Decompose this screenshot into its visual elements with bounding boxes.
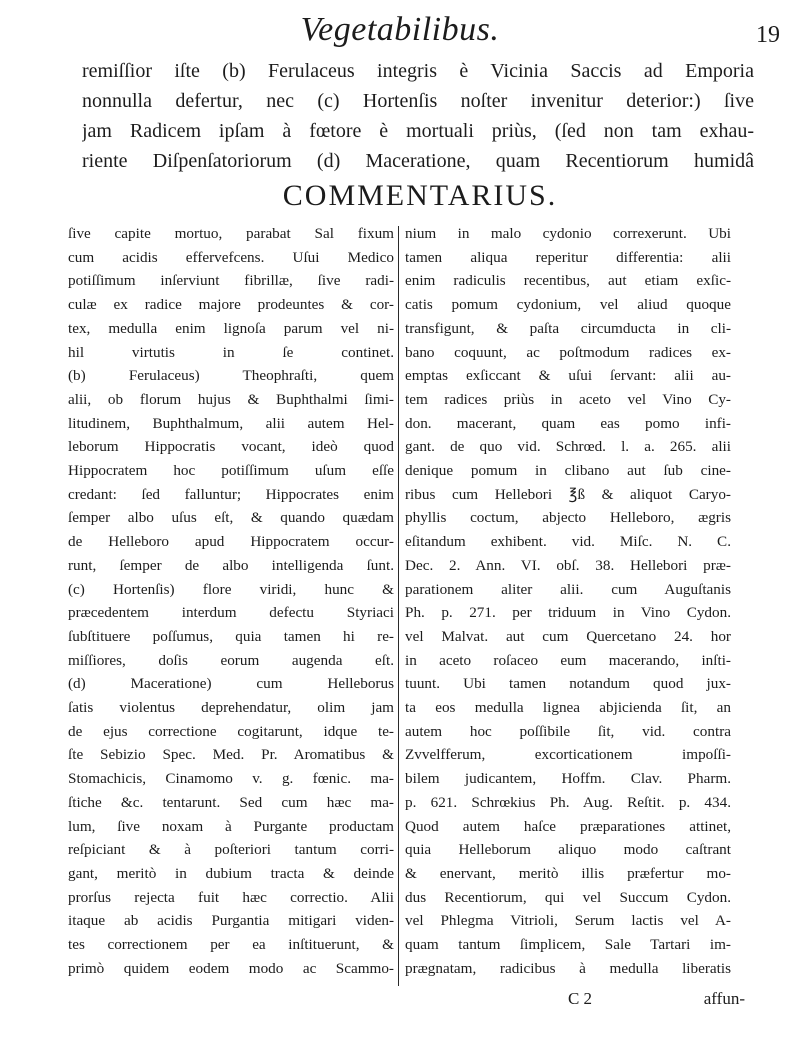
right-column-line: enim radiculis recentibus, aut etiam exſic-: [405, 272, 731, 290]
left-column-line: præcedentem interdum defectu Styriaci: [68, 604, 394, 622]
left-column-line: Stomachicis, Cinamomo v. g. fœnic. ma-: [68, 770, 394, 788]
left-column-line: ſtiche &c. tentarunt. Sed cum hæc ma-: [68, 793, 394, 811]
left-column-line: ſte Sebizio Spec. Med. Pr. Aromatibus &: [68, 746, 394, 764]
left-column-line: culæ ex radice majore prodeuntes & cor-: [68, 296, 394, 314]
right-column-line: vel Phlegma Vitrioli, Serum lactis vel A-: [405, 912, 731, 930]
right-column-line: Ph. p. 271. per triduum in Vino Cydon.: [405, 604, 731, 622]
left-column-line: credant: ſed falluntur; Hippocrates enim: [68, 485, 394, 503]
left-column-line: de Helleboro apud Hippocratem occur-: [68, 533, 394, 551]
left-column-line: alii, ob florum hujus & Buphthalmi ſimi-: [68, 390, 394, 408]
left-column-line: (d) Maceratione) cum Helleborus: [68, 675, 394, 693]
left-column-line: ſatis violentus deprehendatur, olim jam: [68, 699, 394, 717]
left-column-line: litudinem, Buphthalmum, alii autem Hel-: [68, 414, 394, 432]
right-column-line: Dec. 2. Ann. VI. obſ. 38. Hellebori præ-: [405, 556, 731, 574]
right-column-line: vel Malvat. aut cum Quercetano 24. hor: [405, 627, 731, 645]
left-column-line: ſubſtituere poſſumus, quia tamen hi re-: [68, 627, 394, 645]
right-column-line: bilem judicantem, Hoffm. Clav. Pharm.: [405, 770, 731, 788]
intro-line: nonnulla defertur, nec (c) Hortenſis noſter invenitur deterior:) ſive: [82, 90, 754, 112]
left-column-line: ſive capite mortuo, parabat Sal fixum: [68, 225, 394, 242]
intro-line: riente Diſpenſatoriorum (d) Maceratione, quam Recentiorum humidâ: [82, 150, 754, 172]
left-column: [68, 222, 394, 981]
right-column-line: & enervant, meritò illis præfertur mo-: [405, 864, 731, 882]
left-column-line: primò quidem eodem modo ac Scammo-: [68, 959, 394, 977]
right-column-line: tem radices priùs in aceto vel Vino Cy-: [405, 390, 731, 408]
right-column-line: phyllis coctum, abjecto Helleboro, ægris: [405, 509, 731, 527]
intro-paragraph: [82, 56, 754, 176]
right-column-line: eſitandum exhibent. vid. Miſc. N. C.: [405, 533, 731, 551]
catchword: affun-: [703, 989, 745, 1008]
left-column-line: de ejus correctione cogitarunt, idque te-: [68, 722, 394, 740]
right-column-line: Zvvelfferum, excorticationem impoſſi-: [405, 746, 731, 764]
left-column-line: gant, meritò in dubium tracta & deinde: [68, 864, 394, 882]
left-column-line: ſemper albo uſus eſt, & quando quædam: [68, 509, 394, 527]
left-column-line: leborum Hippocratis vocant, ideò quod: [68, 438, 394, 456]
left-column-line: potiſſimum inſerviunt fibrillæ, ſive radi-: [68, 272, 394, 290]
right-column-line: emptas exſiccant & uſui ſervant: alii au-: [405, 367, 731, 385]
right-column-line: prægnatam, radicibus à medulla liberatis: [405, 959, 731, 977]
left-column-line: prorſus rejecta fuit hæc correctio. Alii: [68, 888, 394, 906]
right-column-line: Quod autem haſce præparationes attinet,: [405, 817, 731, 835]
column-divider: [398, 226, 399, 986]
right-column-line: parationem aliter alii. cum Auguſtanis: [405, 580, 731, 598]
right-column-line: gant. de quo vid. Schrœd. l. a. 265. alii: [405, 438, 731, 456]
right-column-line: dus Recentiorum, qui vel Succum Cydon.: [405, 888, 731, 906]
left-column-line: runt, ſemper de albo intelligenda ſunt.: [68, 556, 394, 574]
right-column-line: quia Helleborum aliquo modo caſtrant: [405, 841, 731, 859]
page-number: 19: [756, 22, 780, 48]
right-column-line: don. macerant, quam eas pomo infi-: [405, 414, 731, 432]
running-title: Vegetabilibus.: [300, 11, 500, 48]
right-column-line: in aceto roſaceo eum macerando, inſti-: [405, 651, 731, 669]
right-column-line: tamen aliqua reperitur differentia: alii: [405, 248, 731, 266]
right-column-line: autem hoc poſſibile ſit, vid. contra: [405, 722, 731, 740]
right-column-line: catis pomum cydonium, vel aliud quoque: [405, 296, 731, 314]
section-heading: COMMENTARIUS.: [282, 179, 558, 212]
right-column-line: transfigunt, & paſta circumducta in cli-: [405, 319, 731, 337]
right-column-line: tuunt. Ubi tamen notandum quod jux-: [405, 675, 731, 693]
right-column-line: p. 621. Schrœkius Ph. Aug. Reſtit. p. 434.: [405, 793, 731, 811]
left-column-line: Hippocratem hoc potiſſimum uſum eſſe: [68, 462, 394, 480]
right-column-line: ta eos medulla lignea abjicienda ſit, an: [405, 699, 731, 717]
intro-line: jam Radicem ipſam à fœtore è mortuali priùs, (ſed non tam exhau-: [82, 120, 754, 142]
left-column-line: lum, ſive noxam à Purgante productam: [68, 817, 394, 835]
signature-mark: C 2: [567, 989, 593, 1008]
right-column-line: bano coquunt, ac poſtmodum radices ex-: [405, 343, 731, 361]
left-column-line: cum acidis effervefcens. Uſui Medico: [68, 248, 394, 266]
intro-line: remiſſior iſte (b) Ferulaceus integris è Vicinia Saccis ad Emporia: [82, 60, 754, 82]
left-column-line: tex, medulla enim lignoſa parum vel ni-: [68, 319, 394, 337]
right-column-line: quam tantum ſimplicem, Sale Tartari im-: [405, 936, 731, 954]
left-column-line: itaque ab acidis Purgantia mitigari viden-: [68, 912, 394, 930]
left-column-line: miſſiores, doſis eorum augenda eſt.: [68, 651, 394, 669]
left-column-line: (b) Ferulaceus) Theophraſti, quem: [68, 367, 394, 385]
right-column-line: denique pomum in clibano aut ſub cine-: [405, 462, 731, 480]
right-column: [405, 222, 731, 981]
left-column-line: tes correctionem per ea inſtituerunt, &: [68, 936, 394, 954]
left-column-line: (c) Hortenſis) flore viridi, hunc &: [68, 580, 394, 598]
left-column-line: hil virtutis in ſe continet.: [68, 343, 394, 361]
right-column-line: ribus cum Hellebori ℥ß & aliquot Caryo-: [405, 485, 731, 503]
left-column-line: reſpiciant & à poſteriori tantum corri-: [68, 841, 394, 859]
right-column-line: nium in malo cydonio correxerunt. Ubi: [405, 225, 731, 242]
